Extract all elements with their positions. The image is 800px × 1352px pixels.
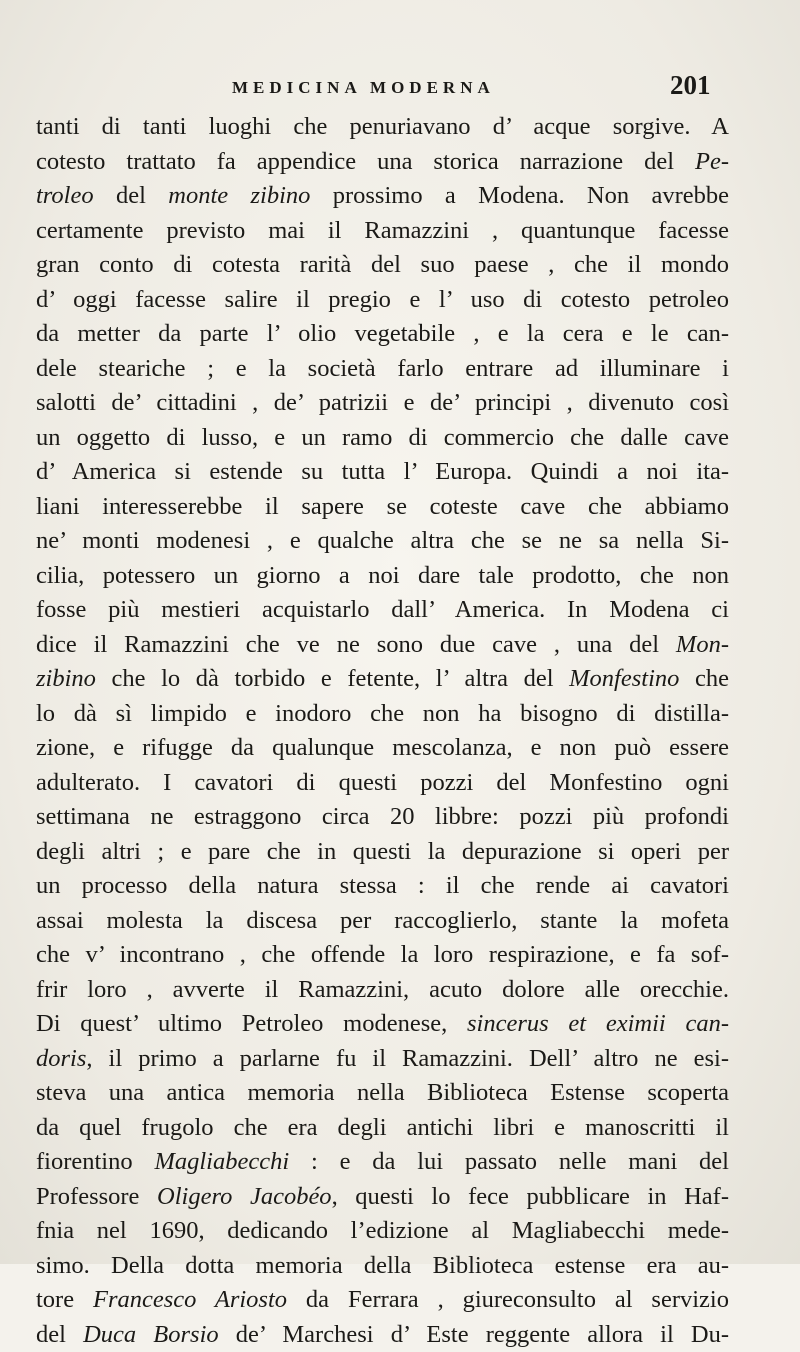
text-line: zione, e rifugge da qualunque mescolanza, e non può essere [36,731,729,766]
text-line: Professore Oligero Jacobéo, questi lo fece pubblicare in Haf- [36,1180,729,1215]
text-line: ne’ monti modenesi , e qualche altra che se ne sa nella Si- [36,524,729,559]
text-line: troleo del monte zibino prossimo a Modena. Non avrebbe [36,179,729,214]
text-line: lo dà sì limpido e inodoro che non ha bisogno di distilla- [36,697,729,732]
text-line: fiorentino Magliabecchi : e da lui passato nelle mani del [36,1145,729,1180]
text-line: del Duca Borsio de’ Marchesi d’ Este reggente allora il Du- [36,1318,729,1352]
text-line: doris, il primo a parlarne fu il Ramazzini. Dell’ altro ne esi- [36,1042,729,1077]
text-line: tanti di tanti luoghi che penuriavano d’ acque sorgive. A [36,110,729,145]
text-line: simo. Della dotta memoria della Biblioteca estense era au- [36,1249,729,1284]
text-line: assai molesta la discesa per raccoglierlo, stante la mofeta [36,904,729,939]
text-line: Di quest’ ultimo Petroleo modenese, sincerus et eximii can- [36,1007,729,1042]
text-line: steva una antica memoria nella Biblioteca Estense scoperta [36,1076,729,1111]
text-line: salotti de’ cittadini , de’ patrizii e de’ principi , divenuto così [36,386,729,421]
text-line: cilia, potessero un giorno a noi dare tale prodotto, che non [36,559,729,594]
text-line: dele steariche ; e la società farlo entrare ad illuminare i [36,352,729,387]
text-line: dice il Ramazzini che ve ne sono due cave , una del Mon- [36,628,729,663]
text-line: frir loro , avverte il Ramazzini, acuto dolore alle orecchie. [36,973,729,1008]
running-title: MEDICINA MODERNA [232,78,495,98]
text-line: d’ oggi facesse salire il pregio e l’ uso di cotesto petroleo [36,283,729,318]
text-line: adulterato. I cavatori di questi pozzi del Monfestino ogni [36,766,729,801]
text-line: zibino che lo dà torbido e fetente, l’ altra del Monfestino che [36,662,729,697]
text-line: settimana ne estraggono circa 20 libbre: pozzi più profondi [36,800,729,835]
text-line: cotesto trattato fa appendice una storica narrazione del Pe- [36,145,729,180]
text-line: certamente previsto mai il Ramazzini , quantunque facesse [36,214,729,249]
text-line: che v’ incontrano , che offende la loro respirazione, e fa sof- [36,938,729,973]
running-head [0,70,800,104]
body-text [36,110,729,1352]
text-line: da metter da parte l’ olio vegetabile , e la cera e le can- [36,317,729,352]
text-line: gran conto di cotesta rarità del suo paese , che il mondo [36,248,729,283]
text-line: liani interesserebbe il sapere se coteste cave che abbiamo [36,490,729,525]
text-line: un oggetto di lusso, e un ramo di commercio che dalle cave [36,421,729,456]
text-line: un processo della natura stessa : il che rende ai cavatori [36,869,729,904]
text-line: tore Francesco Ariosto da Ferrara , giureconsulto al servizio [36,1283,729,1318]
text-line: d’ America si estende su tutta l’ Europa. Quindi a noi ita- [36,455,729,490]
text-line: degli altri ; e pare che in questi la depurazione si operi per [36,835,729,870]
text-line: da quel frugolo che era degli antichi libri e manoscritti il [36,1111,729,1146]
page-number: 201 [670,70,711,101]
text-line: fosse più mestieri acquistarlo dall’ America. In Modena ci [36,593,729,628]
text-line: fnia nel 1690, dedicando l’edizione al Magliabecchi mede- [36,1214,729,1249]
